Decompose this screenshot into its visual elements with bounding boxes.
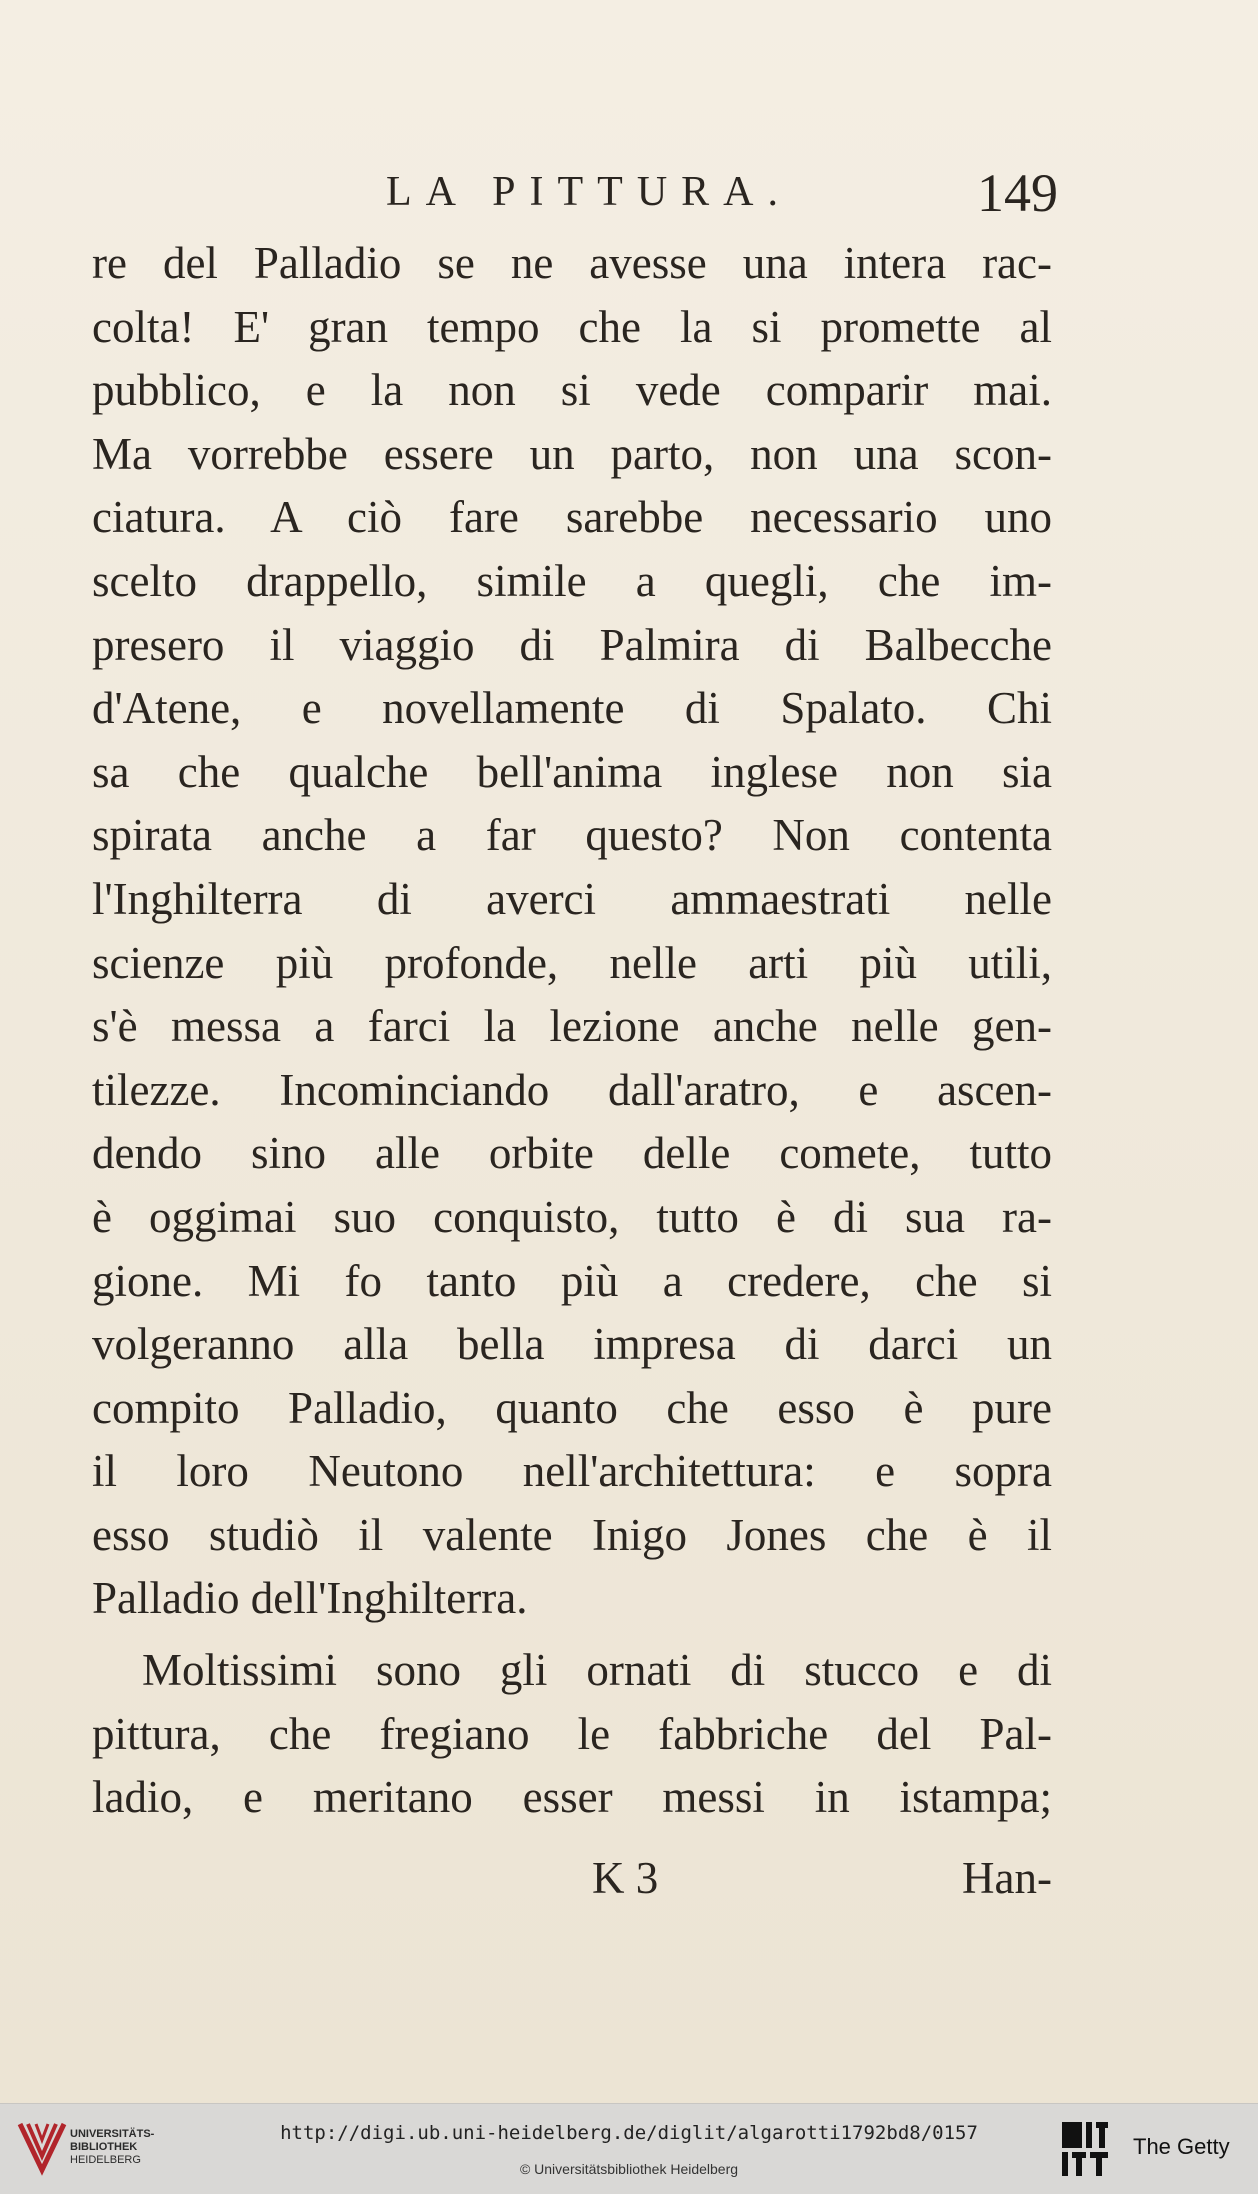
text-line: compito Palladio, quanto che esso è pure — [92, 1382, 1052, 1433]
partner-name: The Getty — [1133, 2134, 1230, 2159]
paragraph — [92, 1639, 1052, 1830]
running-head: LA PITTURA. — [386, 169, 792, 215]
library-name: UNIVERSITÄTS- BIBLIOTHEK HEIDELBERG — [70, 2128, 155, 2166]
body-text — [92, 232, 1052, 1830]
page-header — [96, 163, 1058, 228]
viewer-footer-bar — [0, 2103, 1258, 2194]
text-line: pittura, che fregiano le fabbriche del Pal- — [92, 1708, 1052, 1759]
text-line: Palladio dell'Inghilterra. — [92, 1573, 528, 1624]
text-line: esso studiò il valente Inigo Jones che è il — [92, 1509, 1052, 1560]
text-line: s'è messa a farci la lezione anche nelle gen- — [92, 1001, 1052, 1052]
page-footer — [92, 1852, 1052, 1912]
text-line: Ma vorrebbe essere un parto, non una scon- — [92, 428, 1052, 479]
text-line: Moltissimi sono gli ornati di stucco e di — [142, 1645, 1052, 1696]
copyright-notice: © Universitätsbibliothek Heidelberg — [519, 2161, 739, 2177]
permalink-url[interactable]: http://digi.ub.uni-heidelberg.de/diglit/algarotti1792bd8/0157 — [280, 2122, 978, 2144]
text-line: l'Inghilterra di averci ammaestrati nelle — [92, 873, 1052, 924]
text-line: spirata anche a far questo? Non contenta — [92, 810, 1052, 861]
text-line: tilezze. Incominciando dall'aratro, e ascen- — [92, 1064, 1052, 1115]
text-line: pubblico, e la non si vede comparir mai. — [92, 365, 1052, 416]
text-line: re del Palladio se ne avesse una intera rac- — [92, 238, 1052, 288]
text-line: volgeranno alla bella impresa di darci un — [92, 1319, 1052, 1370]
text-line: ciatura. A ciò fare sarebbe necessario uno — [92, 492, 1052, 543]
text-line: gione. Mi fo tanto più a credere, che si — [92, 1255, 1052, 1306]
text-line: scienze più profonde, nelle arti più utili, — [92, 937, 1052, 988]
text-line: il loro Neutono nell'architettura: e sopra — [92, 1446, 1052, 1497]
text-line: dendo sino alle orbite delle comete, tutto — [92, 1128, 1052, 1179]
getty-logo-icon[interactable] — [1058, 2118, 1112, 2180]
text-line: d'Atene, e novellamente di Spalato. Chi — [92, 683, 1052, 734]
signature-mark: K 3 — [592, 1853, 659, 1903]
text-line: sa che qualche bell'anima inglese non sia — [92, 746, 1052, 797]
text-line: presero il viaggio di Palmira di Balbecche — [92, 619, 1052, 670]
paragraph — [92, 232, 1052, 1631]
text-line: colta! E' gran tempo che la si promette al — [92, 301, 1052, 352]
text-line: è oggimai suo conquisto, tutto è di sua ra- — [92, 1191, 1052, 1242]
catchword: Han- — [962, 1853, 1052, 1903]
page-number: 149 — [977, 163, 1058, 223]
text-line: scelto drappello, simile a quegli, che im- — [92, 555, 1052, 606]
text-line: ladio, e meritano esser messi in istampa; — [92, 1772, 1052, 1823]
